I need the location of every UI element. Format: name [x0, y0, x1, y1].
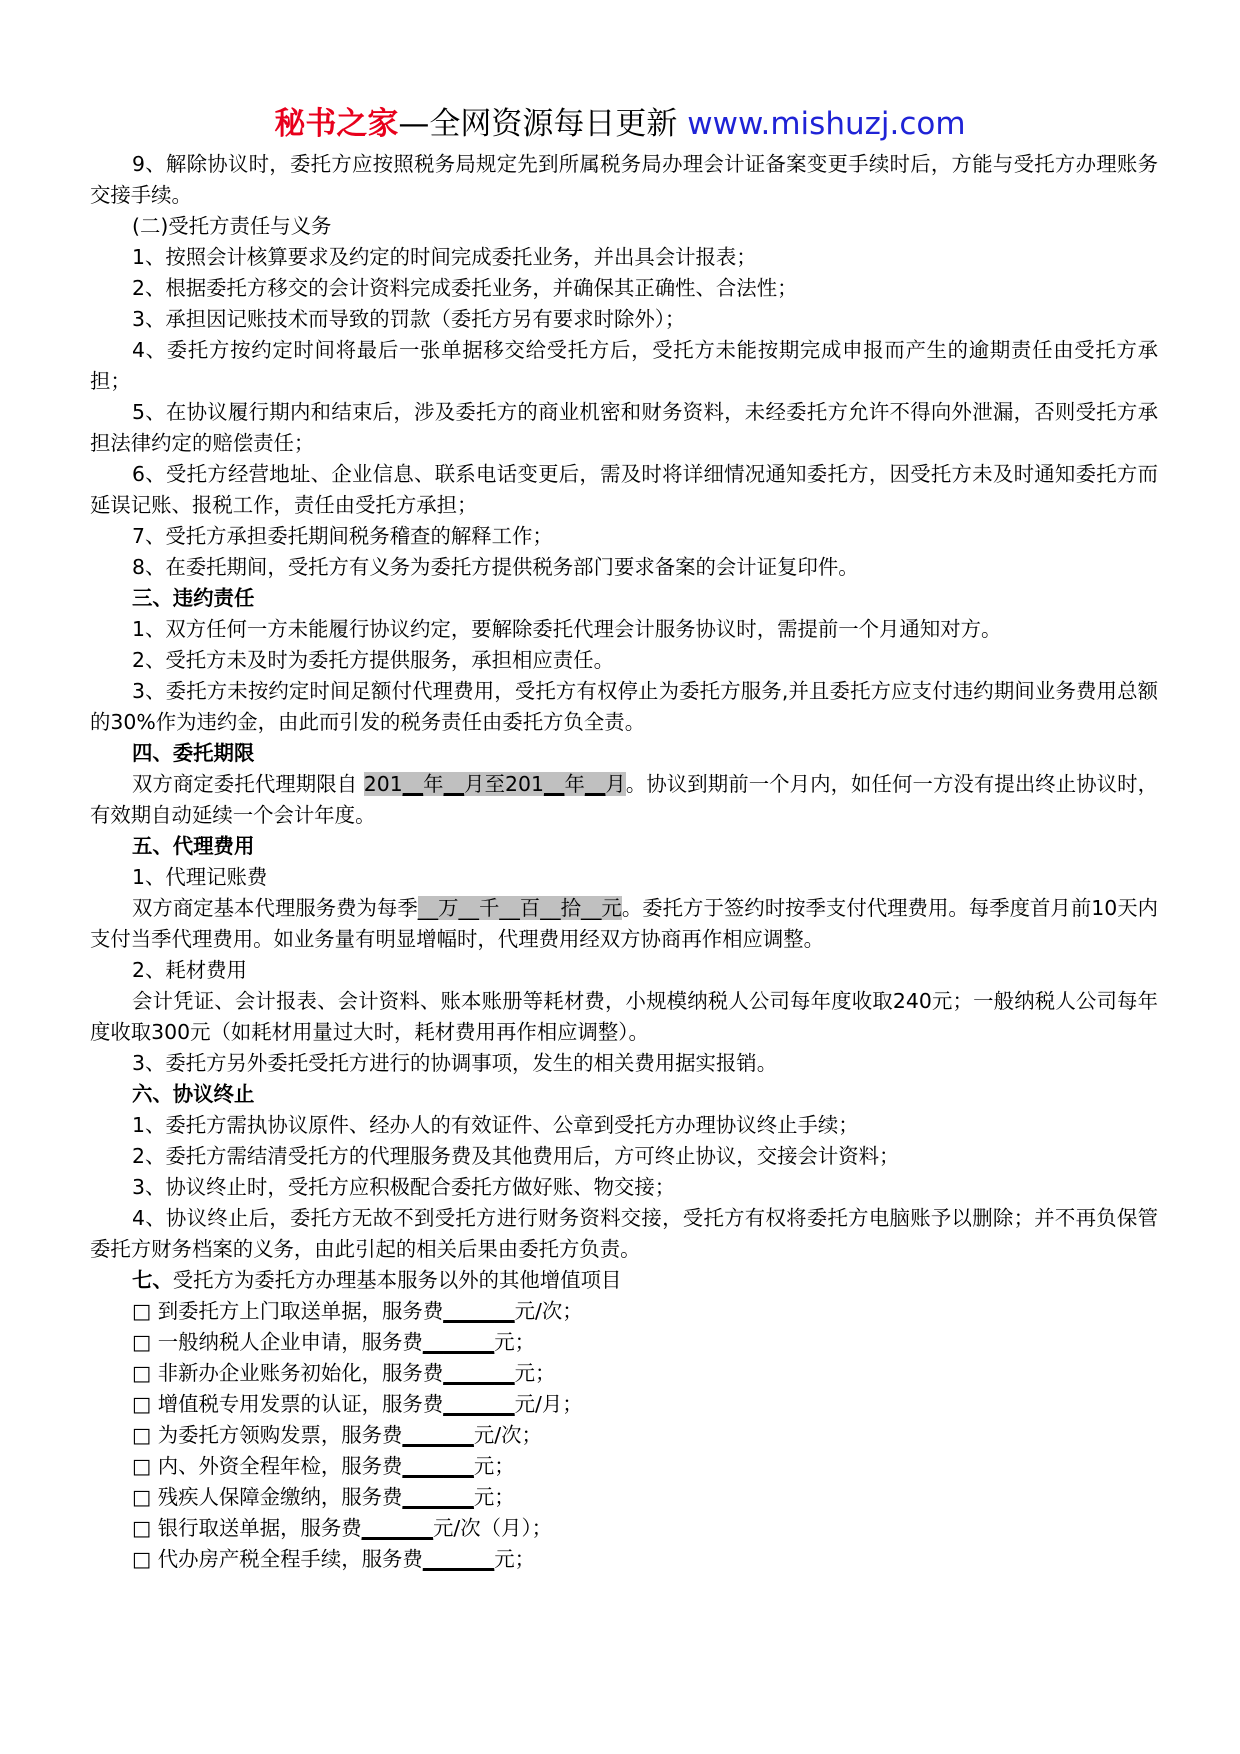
service-option: □ 残疾人保障金缴纳，服务费_______元；	[132, 1485, 515, 1509]
paragraph: 3、委托方未按约定时间足额付代理费用，受托方有权停止为委托方服务,并且委托方应支付违约期间业务费用总额的30%作为违约金，由此而引发的税务责任由委托方负全责。	[90, 679, 1158, 734]
header-brand: 秘书之家	[274, 106, 399, 142]
checkbox-icon[interactable]: □	[132, 1361, 152, 1385]
fee-blank[interactable]: _______	[443, 1392, 515, 1416]
checkbox-icon[interactable]: □	[132, 1516, 152, 1540]
service-option: □ 非新办企业账务初始化，服务费_______元；	[132, 1361, 556, 1385]
section-heading-breach: 三、违约责任	[132, 586, 255, 610]
term-period-highlight: 201__年__月至201__年__月	[363, 772, 626, 796]
term-paragraph: 双方商定委托代理期限自 201__年__月至201__年__月。协议到期前一个月内，如任何一方没有提出终止协议时，有效期自动延续一个会计年度。	[90, 772, 1159, 827]
section-heading-extra-services: 七、受托方为委托方办理基本服务以外的其他增值项目	[132, 1268, 622, 1292]
header-text: —全网资源每日更新	[398, 106, 688, 142]
paragraph: 会计凭证、会计报表、会计资料、账本账册等耗材费，小规模纳税人公司每年度收取240元；一般纳税人公司每年度收取300元（如耗材用量过大时，耗材费用再作相应调整）。	[90, 989, 1158, 1044]
paragraph: 4、协议终止后，委托方无故不到受托方进行财务资料交接，受托方有权将委托方电脑账予以删除；并不再负保管委托方财务档案的义务，由此引起的相关后果由委托方负责。	[90, 1206, 1158, 1261]
service-option: □ 到委托方上门取送单据，服务费_______元/次；	[132, 1299, 583, 1323]
checkbox-icon[interactable]: □	[132, 1485, 152, 1509]
checkbox-icon[interactable]: □	[132, 1299, 152, 1323]
paragraph: 7、受托方承担委托期间税务稽查的解释工作；	[132, 524, 553, 548]
blank-field[interactable]: __	[543, 772, 565, 796]
fee-amount-highlight[interactable]: __万__千__百__拾__元	[417, 896, 622, 920]
section-heading-term: 四、委托期限	[132, 741, 255, 765]
subsection-heading: (二)受托方责任与义务	[132, 214, 332, 238]
paragraph: 3、协议终止时，受托方应积极配合委托方做好账、物交接；	[132, 1175, 676, 1199]
fee-blank[interactable]: _______	[422, 1330, 495, 1354]
service-option: □ 代办房产税全程手续，服务费_______元；	[132, 1547, 535, 1571]
checkbox-icon[interactable]: □	[132, 1454, 152, 1478]
service-option: □ 一般纳税人企业申请，服务费_______元；	[132, 1330, 535, 1354]
fee-blank[interactable]: _______	[443, 1299, 515, 1323]
blank-field[interactable]: __	[584, 772, 606, 796]
paragraph: 3、委托方另外委托受托方进行的协调事项，发生的相关费用据实报销。	[132, 1051, 778, 1075]
paragraph: 1、双方任何一方未能履行协议约定，要解除委托代理会计服务协议时，需提前一个月通知对方。	[132, 617, 1002, 641]
fee-blank[interactable]: _______	[422, 1547, 495, 1571]
paragraph: 3、承担因记账技术而导致的罚款（委托方另有要求时除外）；	[132, 307, 686, 331]
page-header	[0, 104, 1240, 144]
fee-blank[interactable]: _______	[402, 1423, 474, 1447]
checkbox-icon[interactable]: □	[132, 1547, 152, 1571]
section-heading-termination: 六、协议终止	[132, 1082, 255, 1106]
paragraph: 4、委托方按约定时间将最后一张单据移交给受托方后，受托方未能按期完成申报而产生的逾期责任由受托方承担；	[90, 338, 1158, 393]
service-option: □ 为委托方领购发票，服务费_______元/次；	[132, 1423, 542, 1447]
section-heading-fees: 五、代理费用	[132, 834, 255, 858]
service-option: □ 内、外资全程年检，服务费_______元；	[132, 1454, 515, 1478]
service-option: □ 银行取送单据，服务费_______元/次（月）；	[132, 1516, 553, 1540]
paragraph: 2、根据委托方移交的会计资料完成委托业务，并确保其正确性、合法性；	[132, 276, 798, 300]
blank-field[interactable]: __	[443, 772, 465, 796]
subsection-label: 1、代理记账费	[132, 865, 268, 889]
fee-blank[interactable]: _______	[402, 1454, 474, 1478]
subsection-label: 2、耗材费用	[132, 958, 247, 982]
checkbox-icon[interactable]: □	[132, 1392, 152, 1416]
checkbox-icon[interactable]: □	[132, 1330, 152, 1354]
checkbox-icon[interactable]: □	[132, 1423, 152, 1447]
document-body	[90, 149, 1158, 1575]
paragraph: 2、受托方未及时为委托方提供服务，承担相应责任。	[132, 648, 614, 672]
paragraph: 9、解除协议时，委托方应按照税务局规定先到所属税务局办理会计证备案变更手续时后，方能与受托方办理账务交接手续。	[90, 152, 1158, 207]
paragraph: 1、委托方需执协议原件、经办人的有效证件、公章到受托方办理协议终止手续；	[132, 1113, 859, 1137]
paragraph: 8、在委托期间，受托方有义务为委托方提供税务部门要求备案的会计证复印件。	[132, 555, 859, 579]
paragraph: 2、委托方需结清受托方的代理服务费及其他费用后，方可终止协议，交接会计资料；	[132, 1144, 900, 1168]
header-url-link[interactable]: www.mishuzj.com	[687, 106, 966, 142]
fee-blank[interactable]: _______	[361, 1516, 434, 1540]
fee-blank[interactable]: _______	[402, 1485, 474, 1509]
fee-paragraph: 双方商定基本代理服务费为每季__万__千__百__拾__元。委托方于签约时按季支付代理费用。每季度首月前10天内支付当季代理费用。如业务量有明显增幅时，代理费用经双方协商再作相应调整。	[90, 896, 1158, 951]
blank-field[interactable]: __	[402, 772, 424, 796]
paragraph: 6、受托方经营地址、企业信息、联系电话变更后，需及时将详细情况通知委托方，因受托方未及时通知委托方而延误记账、报税工作，责任由受托方承担；	[90, 462, 1158, 517]
paragraph: 1、按照会计核算要求及约定的时间完成委托业务，并出具会计报表；	[132, 245, 757, 269]
paragraph: 5、在协议履行期内和结束后，涉及委托方的商业机密和财务资料，未经委托方允许不得向外泄漏，否则受托方承担法律约定的赔偿责任；	[90, 400, 1158, 455]
fee-blank[interactable]: _______	[443, 1361, 515, 1385]
service-option: □ 增值税专用发票的认证，服务费_______元/月；	[132, 1392, 583, 1416]
